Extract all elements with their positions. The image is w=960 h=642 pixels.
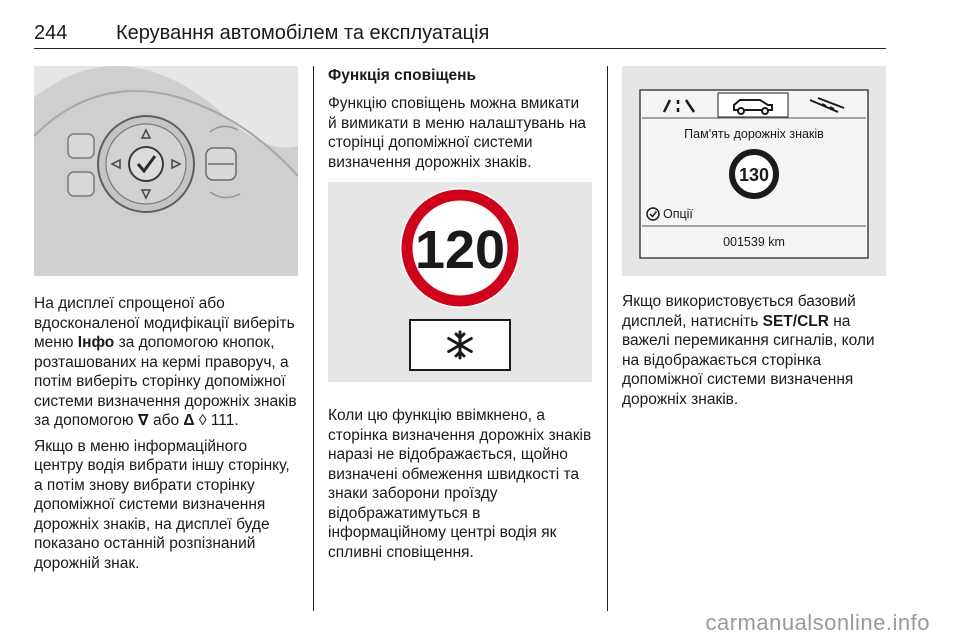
paragraph: Якщо в меню інформаційного центру водія вибрати іншу сторінку, а потім знову вибрати сторінку допоміжної системи визначення дорожніх знаків, на дисплеї буде показано останній розпізнаний дорожній знак. [34,437,290,572]
column-2 [328,66,592,568]
paragraph: На дисплеї спрощеної або вдосконаленої модифікації виберіть меню Інфо за допомогою кнопок, розташованих на кермі праворуч, а потім виберіть сторінку допоміжної системи визначення дорожніх знаків за допомогою ∇ або Δ ◊ 111. [34,295,297,429]
chapter-title: Керування автомобілем та експлуатація [116,22,490,44]
odometer-value: 001539 km [723,235,785,249]
speed-limit-value: 130 [738,165,770,185]
page-header [34,18,886,49]
watermark: carmanualsonline.info [705,610,930,635]
column-3 [622,66,886,415]
down-triangle-icon: ∇ [137,412,149,429]
paragraph: Якщо використовується базовий дисплей, натисніть SET/CLR на важелі перемикання сигналів, коли на відображається сторінка допоміжної системи визначення дорожніх знаків. [622,293,875,408]
up-triangle-icon: Δ [183,412,195,429]
column-divider [313,66,314,611]
paragraph: Функцію сповіщень можна вмикати й вимикати в меню налаштувань на сторінці допоміжної системи визначення дорожніх знаків. [328,95,587,171]
options-label: Опції [663,207,693,221]
page-number: 244 [34,22,68,44]
driver-display-figure [622,66,886,276]
column-1 [34,66,298,579]
steering-wheel-figure [34,66,298,276]
paragraph: Коли цю функцію ввімкнено, а сторінка визначення дорожніх знаків наразі не відображається, щойно визначені обмеження швидкості та знаки заборони проїзду відображатимуться в інформаційному центрі водія як спливні сповіщення. [328,407,592,561]
traffic-sign-figure [328,182,592,382]
steering-wheel-controls-icon [34,66,298,276]
section-heading: Функція сповіщень [328,67,477,84]
column-divider [607,66,608,611]
display-title: Пам'ять дорожніх знаків [684,127,824,141]
speed-limit-value: 120 [414,220,506,280]
